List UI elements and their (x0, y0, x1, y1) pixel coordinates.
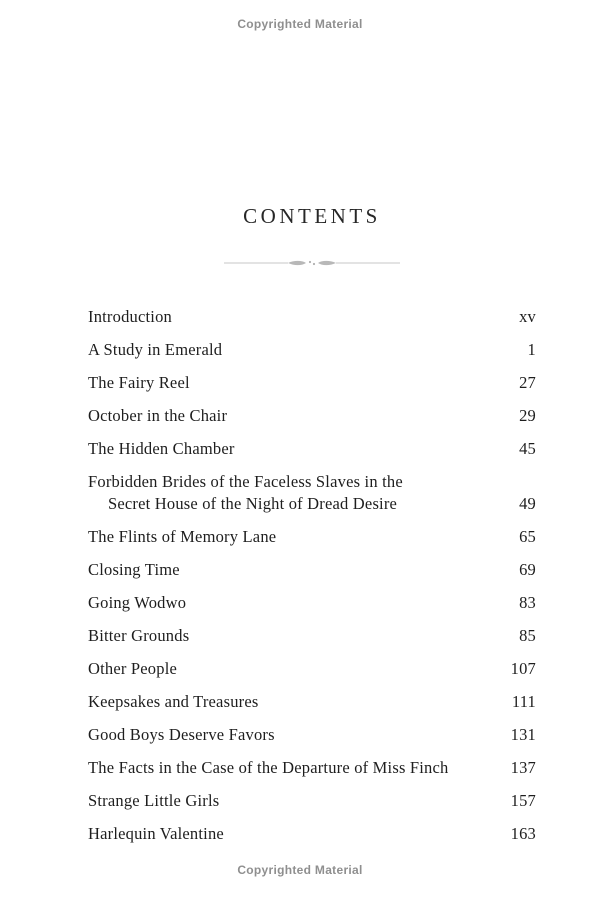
toc-entry-title-line2: Secret House of the Night of Dread Desire (108, 494, 398, 513)
toc-entry-page: 131 (510, 725, 536, 744)
toc-entry-page: 137 (510, 758, 536, 777)
toc-entry (88, 790, 536, 812)
toc-entry-title: Introduction (88, 307, 172, 326)
toc-entry-page: xv (519, 307, 536, 326)
toc-entry-page: 163 (510, 824, 536, 843)
toc-entry-page: 29 (519, 406, 536, 425)
toc-entry-title: Good Boys Deserve Favors (88, 725, 275, 744)
toc-entry-title: The Fairy Reel (88, 373, 190, 392)
toc-entry (88, 823, 536, 845)
toc-entry-title: Going Wodwo (88, 593, 187, 612)
toc-entry-page: 85 (519, 626, 536, 645)
toc-entry-page: 45 (519, 439, 536, 458)
toc-entry (88, 372, 536, 394)
toc-entry-title: Bitter Grounds (88, 626, 190, 645)
toc-entry-title-line1: Forbidden Brides of the Faceless Slaves in the (88, 472, 403, 491)
copyright-watermark-top: Copyrighted Material (237, 17, 363, 31)
toc-entry (88, 724, 536, 746)
toc-entry-title: Keepsakes and Treasures (88, 692, 259, 711)
toc-entry (88, 592, 536, 614)
toc-entry-title: The Facts in the Case of the Departure of Miss Finch (88, 758, 449, 777)
toc-entry-page: 107 (510, 659, 536, 678)
toc-entry-title: The Flints of Memory Lane (88, 527, 277, 546)
toc-entry-page: 27 (519, 373, 536, 392)
toc-entry-title (88, 471, 403, 515)
toc-entry (88, 625, 536, 647)
toc-entry (88, 559, 536, 581)
toc-entry (88, 526, 536, 548)
contents-block (88, 0, 536, 856)
contents-heading: CONTENTS (243, 204, 381, 228)
decorative-divider (88, 257, 536, 269)
toc-entry (88, 339, 536, 361)
toc-entry-page: 83 (519, 593, 536, 612)
toc-entry-title: Harlequin Valentine (88, 824, 224, 843)
toc-entry (88, 405, 536, 427)
toc-entry (88, 306, 536, 328)
toc-entry-page: 1 (527, 340, 536, 359)
toc-entry-title: The Hidden Chamber (88, 439, 235, 458)
toc-entry-title: Other People (88, 659, 178, 678)
toc-entry-page: 111 (511, 692, 536, 711)
toc-entry (88, 757, 536, 779)
toc-entry-page: 157 (510, 791, 536, 810)
divider-ornament-icon (224, 257, 400, 269)
toc-entry-title: Strange Little Girls (88, 791, 220, 810)
toc-entry (88, 691, 536, 713)
toc-entry-title: A Study in Emerald (88, 340, 223, 359)
toc-list (88, 306, 536, 845)
toc-entry (88, 438, 536, 460)
toc-entry-page: 69 (519, 560, 536, 579)
toc-entry (88, 658, 536, 680)
toc-entry-title: October in the Chair (88, 406, 228, 425)
toc-entry (88, 471, 536, 515)
toc-entry-title: Closing Time (88, 560, 180, 579)
toc-entry-page: 65 (519, 527, 536, 546)
toc-entry-page: 49 (519, 494, 536, 513)
copyright-watermark-bottom: Copyrighted Material (237, 863, 363, 877)
